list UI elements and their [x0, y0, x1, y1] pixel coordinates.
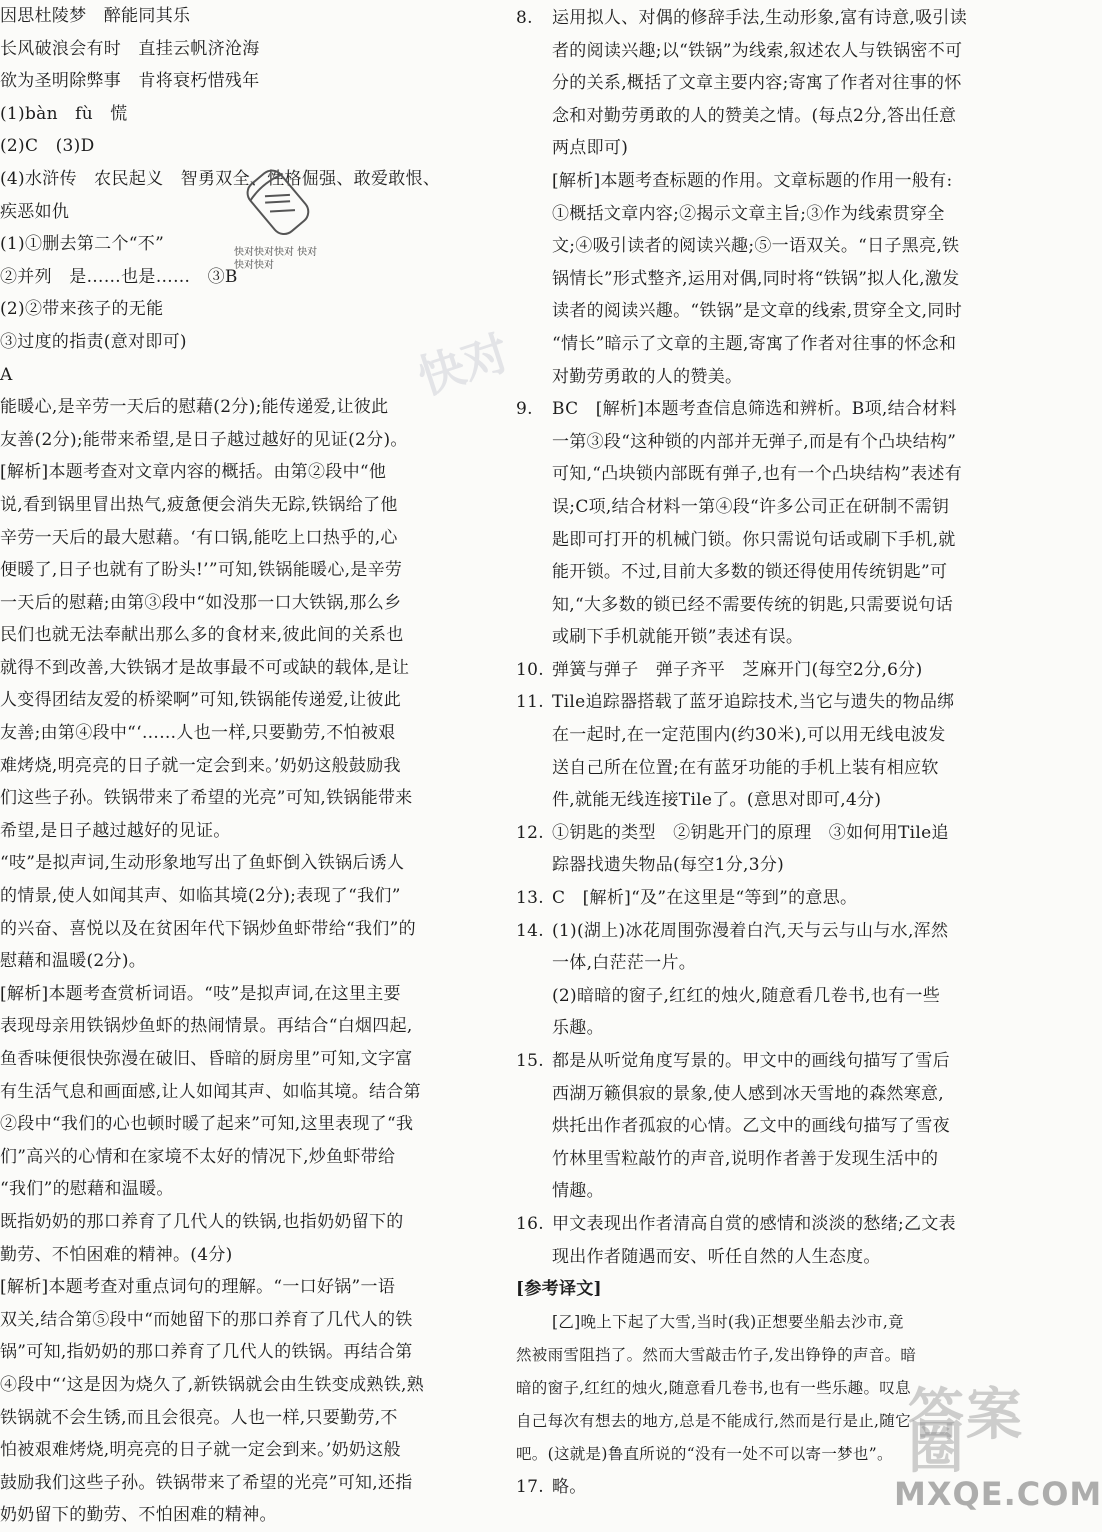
text-line: 人变得团结友爱的桥梁啊”可知,铁锅能传递爱,让彼此 — [0, 690, 401, 711]
text-line: A — [0, 364, 13, 385]
text-line: 慰藉和温暖(2分)。 — [0, 951, 147, 972]
answer-line — [516, 752, 1026, 785]
text-line: 难烤烧,明亮亮的日子就一定会到来。’奶奶这般鼓励我 — [0, 755, 401, 776]
text-line: (2)C (3)D — [0, 136, 95, 157]
translation-line: 然被雨雪阻挡了。然而大雪敲击竹子,发出铮铮的声音。暗 — [516, 1345, 917, 1364]
item-text: 送自己所在位置;在有蓝牙功能的手机上装有相应软 — [552, 757, 939, 778]
answer-line — [516, 198, 1026, 231]
item-text: 对勤劳勇敢的人的赞美。 — [552, 366, 743, 387]
right-column — [516, 2, 1026, 1503]
text-line: “吱”是拟声词,生动形象地写出了鱼虾倒入铁锅后诱人 — [0, 853, 405, 874]
item-text: 竹林里雪粒敲竹的声音,说明作者善于发现生活中的 — [552, 1148, 939, 1169]
kuaidui-stamp — [226, 150, 326, 280]
text-line: 一天后的慰藉;由第③段中“如没那一口大铁锅,那么乡 — [0, 592, 402, 613]
item-number: 10. — [516, 659, 544, 680]
text-line: 既指奶奶的那口养育了几代人的铁锅,也指奶奶留下的 — [0, 1211, 404, 1232]
translation-line: [乙]晚上下起了大雪,当时(我)正想要坐船去沙市,竟 — [552, 1312, 904, 1331]
text-line: “我们”的慰藉和温暖。 — [0, 1179, 174, 1200]
text-line: 双关,结合第⑤段中“而她留下的那口养育了几代人的铁 — [0, 1309, 413, 1330]
text-line: 勤劳、不怕困难的精神。(4分) — [0, 1244, 233, 1265]
item-number: 14. — [516, 920, 544, 941]
text-line: 锅”可知,指奶奶的那口养育了几代人的铁锅。再结合第 — [0, 1342, 413, 1363]
translation-line: 暗的窗子,红红的烛火,随意看几卷书,也有一些乐趣。叹息 — [516, 1378, 911, 1397]
item-text: ①钥匙的类型 ②钥匙开门的原理 ③如何用Tile追 — [552, 822, 949, 843]
item-text: 锅情长”形式整齐,运用对偶,同时将“铁锅”拟人化,激发 — [552, 268, 960, 289]
item-number: 13. — [516, 888, 544, 909]
answer-line — [516, 1078, 1026, 1111]
text-line: [解析]本题考查对文章内容的概括。由第②段中“他 — [0, 462, 387, 483]
answer-line — [516, 621, 1026, 654]
item-text: 情趣。 — [552, 1181, 604, 1202]
item-text: 甲文表现出作者清高自赏的感情和淡淡的愁绪;乙文表 — [552, 1213, 956, 1234]
item-text: 运用拟人、对偶的修辞手法,生动形象,富有诗意,吸引读 — [552, 8, 968, 28]
text-line: (2)②带来孩子的无能 — [0, 299, 164, 320]
item-text: 在一起时,在一定范围内(约30米),可以用无线电波发 — [552, 725, 946, 746]
text-line: 能暖心,是辛劳一天后的慰藉(2分);能传递爱,让彼此 — [0, 397, 389, 418]
item-text: 误;C项,结合材料一第④段“许多公司正在研制不需钥 — [552, 496, 950, 517]
text-line: 们”高兴的心情和在家境不太好的情况下,炒鱼虾带给 — [0, 1146, 396, 1167]
answer-line — [516, 524, 1026, 557]
text-line: 疾恶如仇 — [0, 201, 70, 222]
text-line: (1)①删去第二个“不” — [0, 234, 165, 255]
item-text: 文;④吸引读者的阅读兴趣;⑤一语双关。“日子黑亮,铁 — [552, 236, 960, 257]
answer-line — [516, 849, 1026, 882]
item-number: 8. — [516, 8, 533, 28]
item-text: “情长”暗示了文章的主题,寄寓了作者对往事的怀念和 — [552, 333, 957, 354]
item-text: 匙即可打开的机械门锁。你只需说句话或刷下手机,就 — [552, 529, 956, 550]
item-text: 读者的阅读兴趣。“铁锅”是文章的线索,贯穿全文,同时 — [552, 301, 962, 322]
stamp-text: 快对快对快对 快对快对快对 — [234, 247, 318, 271]
text-line: ③过度的指责(意对即可) — [0, 331, 187, 352]
item-text: 件,就能无线连接Tile了。(意思对即可,4分) — [552, 790, 882, 811]
item-text: (1)(湖上)冰花周围弥漫着白汽,天与云与山与水,浑然 — [552, 920, 949, 941]
text-line: 奶奶留下的勤劳、不怕困难的精神。 — [0, 1505, 277, 1526]
text-line: 友善;由第④段中“‘……人也一样,只要勤劳,不怕被艰 — [0, 723, 396, 744]
answer-line — [516, 2, 1026, 35]
item-number: 9. — [516, 399, 533, 420]
text-line: 说,看到锅里冒出热气,疲惫便会消失无踪,铁锅给了他 — [0, 494, 398, 515]
text-line: 怕被艰难烤烧,明亮亮的日子就一定会到来。’奶奶这般 — [0, 1440, 401, 1461]
text-line: 便暖了,日子也就有了盼头!’”可知,铁锅能暖心,是辛劳 — [0, 560, 403, 581]
item-text: ①概括文章内容;②揭示文章主旨;③作为线索贯穿全 — [552, 203, 945, 224]
item-number: 16. — [516, 1213, 544, 1234]
item-text: 踪器找遗失物品(每空1分,3分) — [552, 855, 785, 876]
site-logo — [880, 1383, 1102, 1520]
text-line: 的情景,使人如闻其声、如临其境(2分);表现了“我们” — [0, 886, 401, 907]
text-line: 友善(2分);能带来希望,是日子越过越好的见证(2分)。 — [0, 429, 408, 450]
item-number: 12. — [516, 822, 544, 843]
item-text: [解析]本题考查标题的作用。文章标题的作用一般有: — [552, 170, 953, 191]
item-text: 两点即可) — [552, 138, 629, 159]
answer-line — [516, 100, 1026, 133]
answer-line — [516, 67, 1026, 100]
item-text: 现出作者随遇而安、听任自然的人生态度。 — [552, 1246, 881, 1267]
text-line: 就得不到改善,大铁锅才是故事最不可或缺的载体,是让 — [0, 657, 410, 678]
answer-line — [516, 263, 1026, 296]
answer-line — [516, 915, 1026, 948]
text-line: 鼓励我们这些子孙。铁锅带来了希望的光亮”可知,还指 — [0, 1472, 413, 1493]
text-line: 们这些子孙。铁锅带来了希望的光亮”可知,铁锅能带来 — [0, 788, 413, 809]
answer-line — [516, 784, 1026, 817]
text-line: 长风破浪会有时 直挂云帆济沧海 — [0, 38, 260, 59]
text-line: 因思杜陵梦 醉能同其乐 — [0, 6, 191, 26]
answer-line — [516, 686, 1026, 719]
item-text: 烘托出作者孤寂的心情。乙文中的画线句描写了雪夜 — [552, 1116, 950, 1137]
item-text: (2)暗暗的窗子,红红的烛火,随意看几卷书,也有一些 — [552, 985, 941, 1006]
text-line: 的兴奋、喜悦以及在贫困年代下锅炒鱼虾带给“我们”的 — [0, 918, 416, 939]
item-number: 17. — [516, 1476, 544, 1497]
answer-line — [516, 1208, 1026, 1241]
text-line: [解析]本题考查对重点词句的理解。“一口好锅”一语 — [0, 1277, 396, 1298]
item-text: 者的阅读兴趣;以“铁锅”为线索,叙述农人与铁锅密不可 — [552, 40, 963, 61]
item-text: 西湖万籁俱寂的景象,使人感到冰天雪地的森然寒意, — [552, 1083, 945, 1104]
item-text: 能开锁。不过,目前大多数的锁还得使用传统钥匙”可 — [552, 562, 948, 583]
text-line: ②段中“我们的心也顿时暖了起来”可知,这里表现了“我 — [0, 1114, 414, 1135]
translation-heading: [参考译文] — [516, 1279, 602, 1300]
text-line: (1)bàn fù 慌 — [0, 103, 128, 124]
text-line: [解析]本题考查赏析词语。“吱”是拟声词,在这里主要 — [0, 983, 401, 1004]
answer-line — [516, 1175, 1026, 1208]
answer-line — [516, 1045, 1026, 1078]
text-line: 表现母亲用铁锅炒鱼虾的热闹情景。再结合“白烟四起, — [0, 1016, 413, 1037]
answer-line — [516, 165, 1026, 198]
translation-line: 自己每次有想去的地方,总是不能成行,然而是行是止,随它 — [516, 1411, 911, 1430]
answer-line — [516, 947, 1026, 980]
translation-line: 吧。(这就是)鲁直所说的“没有一处不可以寄一梦也”。 — [516, 1444, 893, 1463]
item-text: 可知,“凸块锁内部既有弹子,也有一个凸块结构”表述有 — [552, 464, 962, 485]
text-line: 希望,是日子越过越好的见证。 — [0, 820, 231, 841]
answer-line — [516, 556, 1026, 589]
text-line: 铁锅就不会生锈,而且会很亮。人也一样,只要勤劳,不 — [0, 1407, 398, 1428]
item-text: Tile追踪器搭载了蓝牙追踪技术,当它与遗失的物品绑 — [552, 692, 955, 713]
answer-line — [516, 132, 1026, 165]
watermark: 快对 — [411, 325, 516, 405]
right-answers — [516, 2, 1026, 1273]
answer-line — [516, 35, 1026, 68]
item-text: 分的关系,概括了文章主要内容;寄寓了作者对往事的怀 — [552, 73, 962, 94]
answer-line — [516, 1012, 1026, 1045]
answer-line — [516, 817, 1026, 850]
text-line: ④段中“‘这是因为烧久了,新铁锅就会由生铁变成熟铁,熟 — [0, 1374, 425, 1395]
text-line: 鱼香味便很快弥漫在破旧、昏暗的厨房里”可知,文字富 — [0, 1049, 413, 1069]
item-text: 略。 — [552, 1476, 587, 1497]
item-text: 弹簧与弹子 弹子齐平 芝麻开门(每空2分,6分) — [552, 659, 923, 680]
item-text: 或刷下手机就能开锁”表述有误。 — [552, 627, 804, 648]
answer-line — [516, 980, 1026, 1013]
answer-line — [516, 719, 1026, 752]
item-text: 一第③段“这种锁的内部并无弹子,而是有个凸块结构” — [552, 431, 957, 452]
item-text: 一体,白茫茫一片。 — [552, 953, 697, 974]
item-number: 11. — [516, 692, 544, 713]
item-number: 15. — [516, 1051, 544, 1071]
answer-line — [516, 1143, 1026, 1176]
text-line: 民们也就无法奉献出那么多的食材来,彼此间的关系也 — [0, 625, 404, 646]
answer-line — [516, 491, 1026, 524]
text-line: ②并列 是……也是…… ③B — [0, 266, 238, 287]
answer-line — [516, 882, 1026, 915]
text-line: 欲为圣明除弊事 肯将衰朽惜残年 — [0, 71, 260, 92]
answer-line — [516, 458, 1026, 491]
item-text: 知,“大多数的锁已经不需要传统的钥匙,只需要说句话 — [552, 594, 953, 615]
item-text: 乐趣。 — [552, 1018, 604, 1039]
answer-line — [516, 589, 1026, 622]
text-line: 辛劳一天后的最大慰藉。‘有口锅,能吃上口热乎的,心 — [0, 527, 398, 548]
logo-brand: 答案圈 — [908, 1383, 1024, 1481]
text-line: (4)水浒传 农民起义 智勇双全、性格倔强、敢爱敢恨、 — [0, 168, 441, 189]
answer-line — [516, 1110, 1026, 1143]
answer-line — [516, 654, 1026, 687]
answer-line — [516, 1241, 1026, 1274]
logo-url: MXQE.COM — [894, 1475, 1102, 1513]
pencil-icon — [226, 150, 326, 250]
text-line: 有生活气息和画面感,让人如闻其声、如临其境。结合第 — [0, 1081, 421, 1102]
item-text: 念和对勤劳勇敢的人的赞美之情。(每点2分,答出任意 — [552, 105, 957, 126]
item-text: C [解析]“及”在这里是“等到”的意思。 — [552, 888, 858, 909]
item-text: 都是从听觉角度写景的。甲文中的画线句描写了雪后 — [552, 1051, 950, 1071]
answer-line — [516, 230, 1026, 263]
item-text: BC [解析]本题考查信息筛选和辨析。B项,结合材料 — [552, 399, 957, 420]
